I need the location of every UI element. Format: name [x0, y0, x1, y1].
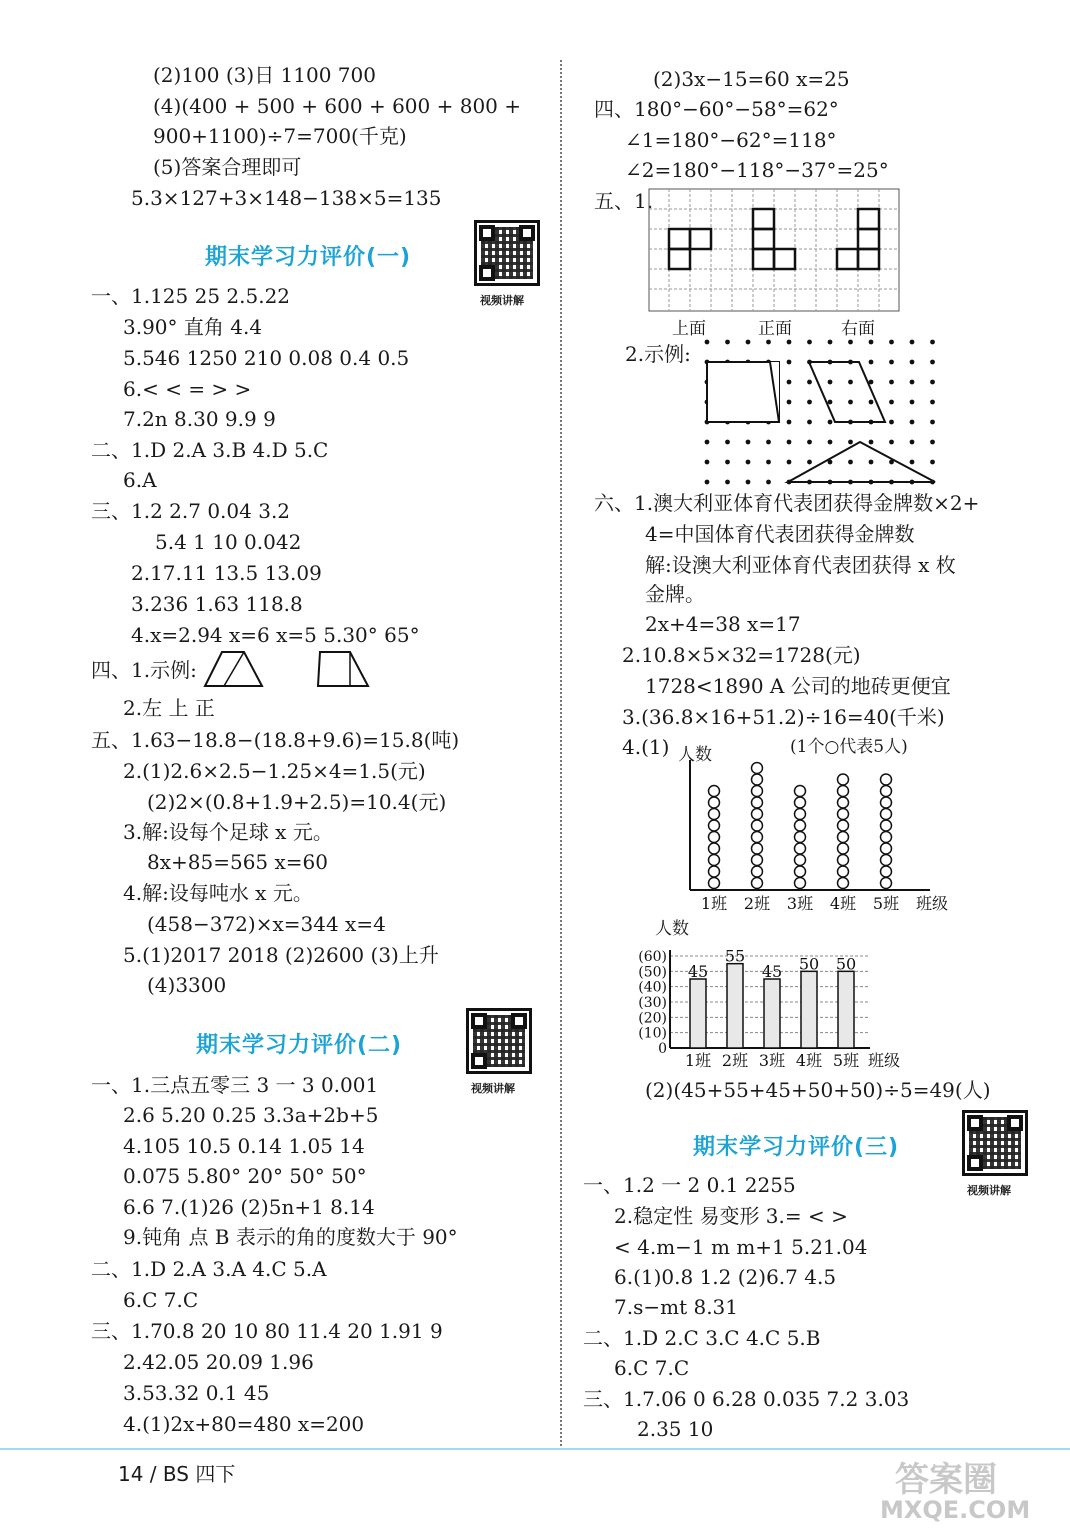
- grid-dot: [705, 480, 710, 485]
- x-tick-label: 1班: [684, 1051, 712, 1070]
- grid-dot: [910, 440, 915, 445]
- grid-dot: [889, 440, 894, 445]
- answer-line: (4)(400 + 500 + 600 + 600 + 800 +: [153, 94, 522, 118]
- grid-dot: [910, 340, 915, 345]
- grid-dot: [930, 460, 935, 465]
- answer-line: 4.(1): [622, 735, 670, 759]
- bar: [727, 964, 743, 1048]
- grid-dot: [766, 460, 771, 465]
- answer-line: 三、1.70.8 20 10 80 11.4 20 1.91 9: [91, 1319, 443, 1343]
- bar: [690, 979, 706, 1048]
- grid-dot: [910, 480, 915, 485]
- y-tick-label: 0: [658, 1041, 667, 1057]
- answer-line: 5.(1)2017 2018 (2)2600 (3)上升: [123, 943, 439, 967]
- answer-line: 二、1.D 2.C 3.C 4.C 5.B: [583, 1326, 821, 1350]
- answer-line: 6.A: [123, 468, 157, 492]
- pictograph-legend: (1个○代表5人): [790, 737, 908, 757]
- grid-dot: [889, 360, 894, 365]
- y-tick-label: (30): [638, 995, 667, 1011]
- grid-dot: [869, 420, 874, 425]
- pictograph-symbol: [881, 786, 892, 797]
- answer-line: 一、1.125 25 2.5.22: [91, 284, 291, 308]
- pictograph-symbol: [709, 866, 720, 877]
- grid-dot: [869, 340, 874, 345]
- grid-dot: [910, 400, 915, 405]
- bar: [838, 971, 854, 1048]
- y-tick-label: (20): [638, 1010, 667, 1027]
- footer-rule: [0, 1448, 1070, 1450]
- grid-dot: [889, 400, 894, 405]
- grid-dot: [910, 360, 915, 365]
- watermark: 答案圈: [895, 1460, 997, 1500]
- x-tick-label: 4班: [795, 1051, 823, 1070]
- pictograph-symbol: [838, 866, 849, 877]
- grid-dot: [848, 400, 853, 405]
- pictograph-chart: [660, 760, 960, 916]
- data-label: 45: [761, 962, 783, 981]
- grid-dot: [889, 480, 894, 485]
- view-label: 右面: [841, 319, 875, 339]
- pictograph-symbol: [838, 855, 849, 866]
- grid-dot: [930, 380, 935, 385]
- pictograph-symbol: [838, 809, 849, 820]
- grid-dot: [725, 380, 730, 385]
- answer-line: 6.C 7.C: [123, 1288, 199, 1312]
- grid-dot: [705, 440, 710, 445]
- qr-caption: 视频讲解: [471, 1082, 515, 1095]
- grid-dot: [787, 380, 792, 385]
- answer-line: 3.236 1.63 118.8: [131, 592, 303, 616]
- view-label: 正面: [758, 319, 792, 339]
- answer-line: 一、1.2 一 2 0.1 2255: [583, 1173, 796, 1197]
- pictograph-symbol: [709, 786, 720, 797]
- grid-dot: [910, 460, 915, 465]
- pictograph-symbol: [752, 797, 763, 808]
- grid-dot: [930, 480, 935, 485]
- grid-dot: [746, 360, 751, 365]
- x-axis-label: 班级: [867, 1051, 901, 1070]
- pictograph-symbol: [795, 878, 806, 889]
- grid-dot: [787, 340, 792, 345]
- grid-dot: [828, 400, 833, 405]
- grid-dot: [930, 420, 935, 425]
- grid-dot: [705, 340, 710, 345]
- grid-dot: [848, 340, 853, 345]
- grid-dot: [828, 480, 833, 485]
- grid-dot: [766, 480, 771, 485]
- grid-dot: [807, 380, 812, 385]
- grid-dot: [746, 440, 751, 445]
- answer-line: ∠1=180°−62°=118°: [625, 128, 837, 152]
- answer-line: 2.左 上 正: [123, 696, 215, 720]
- x-tick-label: 2班: [743, 894, 771, 913]
- grid-dot: [705, 380, 710, 385]
- pictograph-symbol: [709, 820, 720, 831]
- grid-dot: [869, 460, 874, 465]
- answer-line: 2.稳定性 易变形 3.= < >: [614, 1204, 848, 1228]
- grid-dot: [787, 400, 792, 405]
- pictograph-symbol: [838, 774, 849, 785]
- grid-dot: [725, 480, 730, 485]
- grid-dot: [746, 420, 751, 425]
- pictograph-symbol: [795, 855, 806, 866]
- grid-dot: [725, 420, 730, 425]
- grid-dot: [807, 400, 812, 405]
- answer-line: (5)答案合理即可: [153, 155, 302, 179]
- data-label: 50: [835, 954, 857, 974]
- answer-line: 2.35 10: [637, 1417, 714, 1441]
- pictograph-symbol: [752, 878, 763, 889]
- grid-dot: [807, 440, 812, 445]
- answer-line: (2)3x−15=60 x=25: [653, 67, 850, 91]
- grid-dot: [930, 440, 935, 445]
- answer-line: (2)2×(0.8+1.9+2.5)=10.4(元): [147, 790, 447, 814]
- x-tick-label: 1班: [700, 894, 728, 913]
- grid-dot: [828, 360, 833, 365]
- grid-dot: [766, 400, 771, 405]
- grid-dot: [705, 460, 710, 465]
- data-label: 45: [687, 962, 709, 981]
- answer-line: 6.< < = > >: [123, 377, 252, 401]
- grid-dot: [766, 440, 771, 445]
- grid-dot: [848, 440, 853, 445]
- grid-dot: [828, 420, 833, 425]
- answer-line: < 4.m−1 m m+1 5.21.04: [614, 1235, 868, 1259]
- answer-line: 5.3×127+3×148−138×5=135: [131, 186, 442, 210]
- answer-line: 3.解:设每个足球 x 元。: [123, 820, 333, 844]
- answer-line: 二、1.D 2.A 3.A 4.C 5.A: [91, 1257, 327, 1281]
- pictograph-symbol: [881, 832, 892, 843]
- grid-dot: [828, 460, 833, 465]
- grid-dot: [869, 480, 874, 485]
- three-view-grid: [648, 188, 903, 314]
- grid-dot: [869, 400, 874, 405]
- pictograph-symbol: [881, 809, 892, 820]
- pictograph-symbol: [838, 832, 849, 843]
- grid-dot: [848, 480, 853, 485]
- answer-line: (2)100 (3)日 1100 700: [153, 63, 376, 87]
- grid-dot: [766, 360, 771, 365]
- answer-line: 一、1.三点五零三 3 一 3 0.001: [91, 1073, 379, 1097]
- x-tick-label: 4班: [829, 894, 857, 913]
- pictograph-symbol: [881, 878, 892, 889]
- pictograph-symbol: [795, 797, 806, 808]
- grid-dot: [807, 360, 812, 365]
- answer-line: (2)(45+55+45+50+50)÷5=49(人): [645, 1078, 991, 1102]
- answer-line: 4=中国体育代表团获得金牌数: [645, 522, 915, 546]
- grid-dot: [705, 400, 710, 405]
- bar-ylabel: 人数: [655, 919, 689, 939]
- grid-dot: [807, 340, 812, 345]
- y-tick-label: (60): [638, 949, 667, 965]
- grid-dot: [869, 360, 874, 365]
- grid-dot: [889, 340, 894, 345]
- grid-dot: [930, 360, 935, 365]
- answer-line: 900+1100)÷7=700(千克): [153, 124, 407, 148]
- grid-dot: [828, 340, 833, 345]
- watermark-url: MXQE.COM: [880, 1496, 1031, 1524]
- y-tick-label: (40): [638, 979, 667, 996]
- grid-dot: [787, 440, 792, 445]
- grid-dot: [787, 480, 792, 485]
- answer-line: 五、1.63−18.8−(18.8+9.6)=15.8(吨): [91, 728, 460, 752]
- pictograph-symbol: [709, 809, 720, 820]
- pictograph-symbol: [838, 820, 849, 831]
- pictograph-symbol: [752, 786, 763, 797]
- y-tick-label: (50): [638, 964, 667, 981]
- answer-line: 4.解:设每吨水 x 元。: [123, 881, 313, 905]
- grid-dot: [828, 440, 833, 445]
- qr-caption: 视频讲解: [480, 294, 524, 307]
- grid-dot: [807, 420, 812, 425]
- answer-line: 4.105 10.5 0.14 1.05 14: [123, 1134, 365, 1158]
- qr-code[interactable]: [474, 220, 540, 286]
- grid-dot: [746, 480, 751, 485]
- answer-line: 3.53.32 0.1 45: [123, 1381, 270, 1405]
- pictograph-symbol: [709, 878, 720, 889]
- view-label: 上面: [672, 319, 706, 339]
- answer-line: 五、1.: [594, 189, 654, 213]
- section-title: 期末学习力评价(三): [693, 1135, 900, 1160]
- answer-line: (458−372)×x=344 x=4: [147, 912, 386, 936]
- x-tick-label: 5班: [872, 894, 900, 913]
- grid-dot: [869, 440, 874, 445]
- pictograph-symbol: [795, 786, 806, 797]
- pictograph-symbol: [838, 843, 849, 854]
- grid-dot: [848, 420, 853, 425]
- grid-dot: [848, 460, 853, 465]
- answer-line: 金牌。: [645, 582, 705, 606]
- answer-line: 5.546 1250 210 0.08 0.4 0.5: [123, 346, 410, 370]
- bar: [764, 979, 780, 1048]
- pictograph-symbol: [709, 797, 720, 808]
- pictograph-symbol: [881, 855, 892, 866]
- pictograph-symbol: [838, 797, 849, 808]
- x-tick-label: 2班: [721, 1051, 749, 1070]
- pictograph-symbol: [881, 866, 892, 877]
- answer-line: ∠2=180°−118°−37°=25°: [625, 158, 889, 182]
- grid-dot: [889, 460, 894, 465]
- x-tick-label: 5班: [832, 1051, 860, 1070]
- pictograph-symbol: [752, 843, 763, 854]
- grid-dot: [807, 480, 812, 485]
- bar-chart: [630, 938, 930, 1074]
- grid-dot: [746, 380, 751, 385]
- answer-line: 二、1.D 2.A 3.B 4.D 5.C: [91, 438, 329, 462]
- grid-dot: [725, 440, 730, 445]
- answer-line: 5.4 1 10 0.042: [155, 530, 302, 554]
- section-title: 期末学习力评价(一): [205, 245, 412, 270]
- grid-dot: [725, 400, 730, 405]
- grid-dot: [889, 380, 894, 385]
- dot-grid-figures: [700, 336, 960, 486]
- pictograph-symbol: [752, 855, 763, 866]
- pictograph-symbol: [838, 878, 849, 889]
- x-axis-label: 班级: [915, 894, 949, 913]
- qr-code[interactable]: [962, 1110, 1028, 1176]
- pictograph-symbol: [881, 774, 892, 785]
- answer-line: 四、1.示例:: [91, 658, 197, 682]
- grid-dot: [766, 420, 771, 425]
- grid-dot: [725, 340, 730, 345]
- answer-line: 6.C 7.C: [614, 1356, 690, 1380]
- answer-line: 6.6 7.(1)26 (2)5n+1 8.14: [123, 1195, 375, 1219]
- grid-dot: [705, 360, 710, 365]
- answer-line: 3.90° 直角 4.4: [123, 315, 263, 339]
- answer-line: 9.钝角 点 B 表示的角的度数大于 90°: [123, 1225, 458, 1249]
- grid-dot: [787, 420, 792, 425]
- answer-line: 三、1.7.06 0 6.28 0.035 7.2 3.03: [583, 1387, 910, 1411]
- answer-line: 2.10.8×5×32=1728(元): [622, 643, 861, 667]
- grid-dot: [746, 340, 751, 345]
- qr-caption: 视频讲解: [967, 1184, 1011, 1197]
- x-tick-label: 3班: [758, 1051, 786, 1070]
- pictograph-ylabel: 人数: [678, 745, 712, 765]
- pictograph-symbol: [795, 843, 806, 854]
- grid-dot: [848, 380, 853, 385]
- answer-line: 7.s−mt 8.31: [614, 1295, 738, 1319]
- pictograph-symbol: [795, 866, 806, 877]
- pictograph-symbol: [709, 843, 720, 854]
- pictograph-symbol: [709, 855, 720, 866]
- data-label: 55: [724, 946, 746, 966]
- grid-dot: [787, 460, 792, 465]
- pictograph-symbol: [838, 786, 849, 797]
- answer-line: 三、1.2 2.7 0.04 3.2: [91, 499, 291, 523]
- answer-line: 2.示例:: [625, 342, 691, 366]
- column-divider: [560, 60, 562, 1450]
- grid-dot: [725, 460, 730, 465]
- answer-line: 0.075 5.80° 20° 50° 50°: [123, 1164, 367, 1188]
- pictograph-symbol: [795, 820, 806, 831]
- answer-line: 7.2n 8.30 9.9 9: [123, 407, 276, 431]
- grid-dot: [766, 380, 771, 385]
- grid-dot: [807, 460, 812, 465]
- pictograph-symbol: [752, 809, 763, 820]
- pictograph-symbol: [752, 820, 763, 831]
- pictograph-symbol: [752, 763, 763, 774]
- pictograph-symbol: [881, 843, 892, 854]
- pictograph-symbol: [795, 809, 806, 820]
- section-title: 期末学习力评价(二): [196, 1033, 403, 1058]
- grid-dot: [910, 420, 915, 425]
- pictograph-symbol: [709, 832, 720, 843]
- pictograph-symbol: [795, 832, 806, 843]
- answer-line: 4.(1)2x+80=480 x=200: [123, 1412, 365, 1436]
- grid-dot: [930, 340, 935, 345]
- answer-line: 2.(1)2.6×2.5−1.25×4=1.5(元): [123, 759, 426, 783]
- grid-dot: [930, 400, 935, 405]
- y-tick-label: (10): [638, 1025, 667, 1042]
- grid-dot: [848, 360, 853, 365]
- grid-dot: [889, 420, 894, 425]
- answer-line: 解:设澳大利亚体育代表团获得 x 枚: [645, 553, 956, 577]
- qr-code[interactable]: [466, 1008, 532, 1074]
- bar: [801, 971, 817, 1048]
- x-tick-label: 3班: [786, 894, 814, 913]
- answer-line: 6.(1)0.8 1.2 (2)6.7 4.5: [614, 1265, 837, 1289]
- grid-dot: [705, 420, 710, 425]
- answer-line: 1728<1890 A 公司的地砖更便宜: [645, 674, 951, 698]
- pictograph-symbol: [881, 797, 892, 808]
- answer-line: 2.42.05 20.09 1.96: [123, 1350, 314, 1374]
- trapezoid-figures: [200, 650, 380, 692]
- answer-line: (4)3300: [147, 973, 227, 997]
- grid-dot: [746, 460, 751, 465]
- answer-line: 2.6 5.20 0.25 3.3a+2b+5: [123, 1103, 379, 1127]
- answer-line: 2.17.11 13.5 13.09: [131, 561, 322, 585]
- grid-dot: [725, 360, 730, 365]
- grid-dot: [787, 360, 792, 365]
- answer-line: 2x+4=38 x=17: [645, 612, 801, 636]
- grid-dot: [766, 340, 771, 345]
- data-label: 50: [798, 954, 820, 974]
- answer-line: 四、180°−60°−58°=62°: [594, 97, 839, 121]
- pictograph-symbol: [881, 820, 892, 831]
- answer-line: 3.(36.8×16+51.2)÷16=40(千米): [622, 705, 945, 729]
- pictograph-symbol: [752, 866, 763, 877]
- grid-dot: [828, 380, 833, 385]
- page-number: 14 / BS 四下: [118, 1462, 236, 1486]
- answer-line: 8x+85=565 x=60: [147, 850, 328, 874]
- grid-dot: [746, 400, 751, 405]
- answer-line: 六、1.澳大利亚体育代表团获得金牌数×2+: [594, 491, 980, 515]
- pictograph-symbol: [752, 774, 763, 785]
- answer-line: 4.x=2.94 x=6 x=5 5.30° 65°: [131, 623, 420, 647]
- grid-dot: [869, 380, 874, 385]
- pictograph-symbol: [752, 832, 763, 843]
- grid-dot: [910, 380, 915, 385]
